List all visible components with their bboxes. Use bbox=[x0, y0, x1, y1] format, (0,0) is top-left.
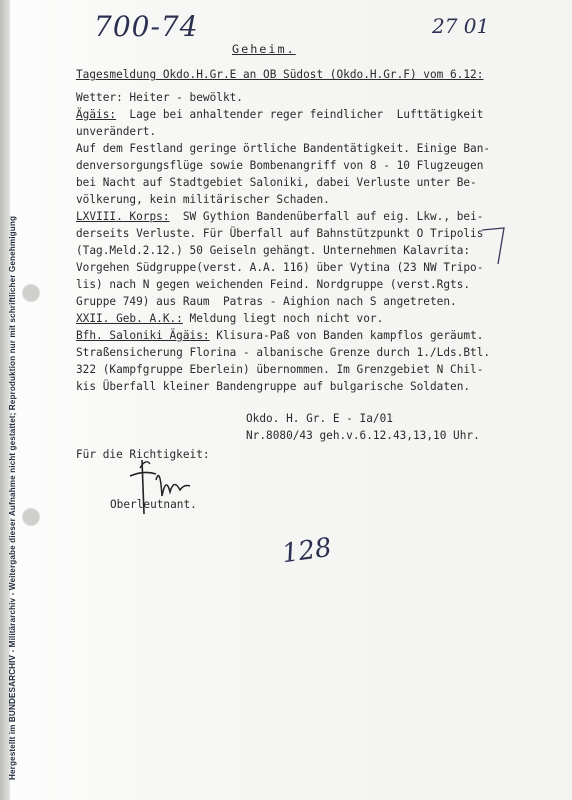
archive-margin-stamp: Hergestellt im BUNDESARCHIV - Militärarchiv - Weitergabe dieser Aufnahme nicht gestattet; Reproduktion nur mit schriftlicher Genehmigung bbox=[8, 215, 17, 780]
report-line: derseits Verluste. Für Überfall auf Bahnstützpunkt O Tripolis bbox=[76, 227, 484, 240]
punch-hole bbox=[22, 508, 40, 526]
signature-reference-line: Nr.8080/43 geh.v.6.12.43,13,10 Uhr. bbox=[246, 429, 480, 442]
report-line: kis Überfall kleiner Bandengruppe auf bulgarische Soldaten. bbox=[76, 380, 471, 393]
handwritten-doc-number: 700-74 bbox=[94, 10, 199, 43]
report-line: Ägäis: Lage bei anhaltender reger feindlicher Lufttätigkeit bbox=[76, 108, 484, 121]
signature-office-line: Okdo. H. Gr. E - Ia/01 bbox=[246, 412, 393, 425]
report-line: Bfh. Saloniki Ägäis: Klisura-Paß von Banden kampflos geräumt. bbox=[76, 329, 484, 342]
signer-rank: Oberleutnant. bbox=[110, 498, 197, 511]
report-line: XXII. Geb. A.K.: Meldung liegt noch nicht vor. bbox=[76, 312, 384, 325]
document-title: Geheim. bbox=[232, 42, 296, 56]
report-line: unverändert. bbox=[76, 125, 157, 138]
report-line: Straßensicherung Florina - albanische Grenze durch 1./Lds.Btl. bbox=[76, 346, 491, 359]
report-line: völkerung, kein militärischer Schaden. bbox=[76, 193, 330, 206]
handwritten-page-ref: 27 01 bbox=[432, 14, 490, 38]
report-line: denversorgungsflüge sowie Bombenangriff von 8 - 10 Flugzeugen bbox=[76, 159, 484, 172]
report-line: Gruppe 749) aus Raum Patras - Aighion nach S angetreten. bbox=[76, 295, 457, 308]
report-line: Auf dem Festland geringe örtliche Bandentätigkeit. Einige Ban- bbox=[76, 142, 491, 155]
report-line: Wetter: Heiter - bewölkt. bbox=[76, 91, 243, 104]
report-line: (Tag.Meld.2.12.) 50 Geiseln gehängt. Unternehmen Kalavrita: bbox=[76, 244, 471, 257]
report-line: LXVIII. Korps: SW Gythion Bandenüberfall auf eig. Lkw., bei- bbox=[76, 210, 484, 223]
report-line: Tagesmeldung Okdo.H.Gr.E an OB Südost (Okdo.H.Gr.F) vom 6.12: bbox=[76, 68, 484, 81]
handwritten-signature bbox=[110, 456, 200, 526]
handwritten-folio-number: 128 bbox=[280, 532, 334, 570]
report-line: lis) nach N gegen weichenden Feind. Nordgruppe (verst.Rgts. bbox=[76, 278, 471, 291]
report-line: 322 (Kampfgruppe Eberlein) übernommen. Im Grenzgebiet N Chil- bbox=[76, 363, 484, 376]
handwritten-bracket-mark bbox=[478, 226, 508, 266]
punch-hole bbox=[22, 284, 40, 302]
certification-line: Für die Richtigkeit: bbox=[76, 448, 210, 461]
report-line: bei Nacht auf Stadtgebiet Saloniki, dabei Verluste unter Be- bbox=[76, 176, 477, 189]
report-line: Vorgehen Südgruppe(verst. A.A. 116) über Vytina (23 NW Tripo- bbox=[76, 261, 484, 274]
